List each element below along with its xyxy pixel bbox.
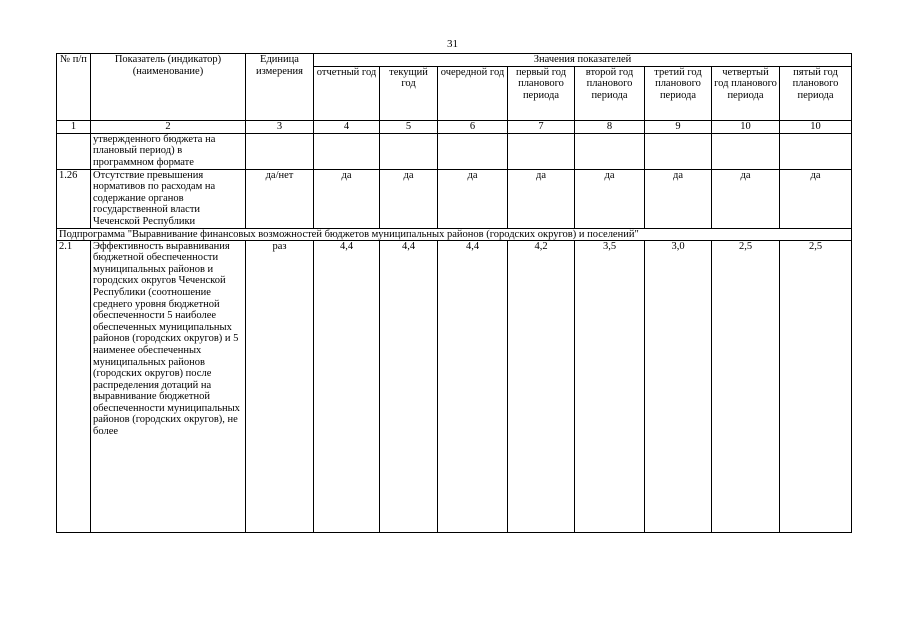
- column-number: 8: [575, 120, 645, 133]
- column-number: 10: [712, 120, 780, 133]
- row-value: 2,5: [712, 240, 780, 532]
- row-indicator: Отсутствие превышения нормативов по расходам на содержание органов государственной власти Чеченской Республики: [91, 169, 246, 228]
- header-row-top: [57, 54, 852, 67]
- row-value: [780, 133, 852, 169]
- header-values-group: Значения показателей: [314, 54, 852, 67]
- header-reporting-year: отчетный год: [314, 66, 380, 120]
- row-value: да: [508, 169, 575, 228]
- row-unit: раз: [246, 240, 314, 532]
- column-number: 5: [380, 120, 438, 133]
- indicators-table: [56, 53, 852, 533]
- header-plan-year-3: третий год планового периода: [645, 66, 712, 120]
- row-value: [314, 133, 380, 169]
- column-number: 4: [314, 120, 380, 133]
- row-value: [508, 133, 575, 169]
- row-value: [575, 133, 645, 169]
- column-number: 6: [438, 120, 508, 133]
- column-number: 10: [780, 120, 852, 133]
- row-indicator: утвержденного бюджета на плановый период) в программном формате: [91, 133, 246, 169]
- row-value: [380, 133, 438, 169]
- column-number: 3: [246, 120, 314, 133]
- header-plan-year-4: четвертый год планового периода: [712, 66, 780, 120]
- table-row: [57, 240, 852, 532]
- row-value: 2,5: [780, 240, 852, 532]
- table-row: [57, 133, 852, 169]
- row-num: [57, 133, 91, 169]
- header-plan-year-5: пятый год планового периода: [780, 66, 852, 120]
- row-value: [438, 133, 508, 169]
- page-number: 31: [447, 38, 458, 50]
- column-number: 9: [645, 120, 712, 133]
- header-current-year: текущий год: [380, 66, 438, 120]
- subprogram-title: Подпрограмма "Выравнивание финансовых возможностей бюджетов муниципальных районов (городских округов) и поселений": [57, 228, 852, 240]
- table-row: [57, 169, 852, 228]
- header-num: № п/п: [57, 54, 91, 121]
- header-plan-year-2: второй год планового периода: [575, 66, 645, 120]
- row-value: 4,4: [438, 240, 508, 532]
- row-value: 3,0: [645, 240, 712, 532]
- row-value: 3,5: [575, 240, 645, 532]
- row-value: да: [712, 169, 780, 228]
- row-value: да: [780, 169, 852, 228]
- row-num: 1.26: [57, 169, 91, 228]
- column-number: 1: [57, 120, 91, 133]
- row-value: да: [438, 169, 508, 228]
- row-value: да: [380, 169, 438, 228]
- row-value: [645, 133, 712, 169]
- row-value: 4,4: [380, 240, 438, 532]
- column-number-row: [57, 120, 852, 133]
- row-value: да: [314, 169, 380, 228]
- row-unit: да/нет: [246, 169, 314, 228]
- row-value: [712, 133, 780, 169]
- header-plan-year-1: первый год планового периода: [508, 66, 575, 120]
- row-value: да: [645, 169, 712, 228]
- header-unit: Единица измерения: [246, 54, 314, 121]
- row-value: да: [575, 169, 645, 228]
- row-indicator: Эффективность выравнивания бюджетной обеспеченности муниципальных районов и городских округов Чеченской Республики (соотношение среднего уровня бюджетной обеспеченности 5 наиболее обеспеченных муниципальных районов (городских округов) и 5 наименее обеспеченных муниципальных районов (городских округов) после распределения дотаций на выравнивание бюджетной обеспеченности муниципальных районов (городских округов), не более: [91, 240, 246, 532]
- column-number: 2: [91, 120, 246, 133]
- row-unit: [246, 133, 314, 169]
- subprogram-row: [57, 228, 852, 240]
- row-value: 4,4: [314, 240, 380, 532]
- header-indicator: Показатель (индикатор) (наименование): [91, 54, 246, 121]
- row-num: 2.1: [57, 240, 91, 532]
- column-number: 7: [508, 120, 575, 133]
- header-next-year: очередной год: [438, 66, 508, 120]
- row-value: 4,2: [508, 240, 575, 532]
